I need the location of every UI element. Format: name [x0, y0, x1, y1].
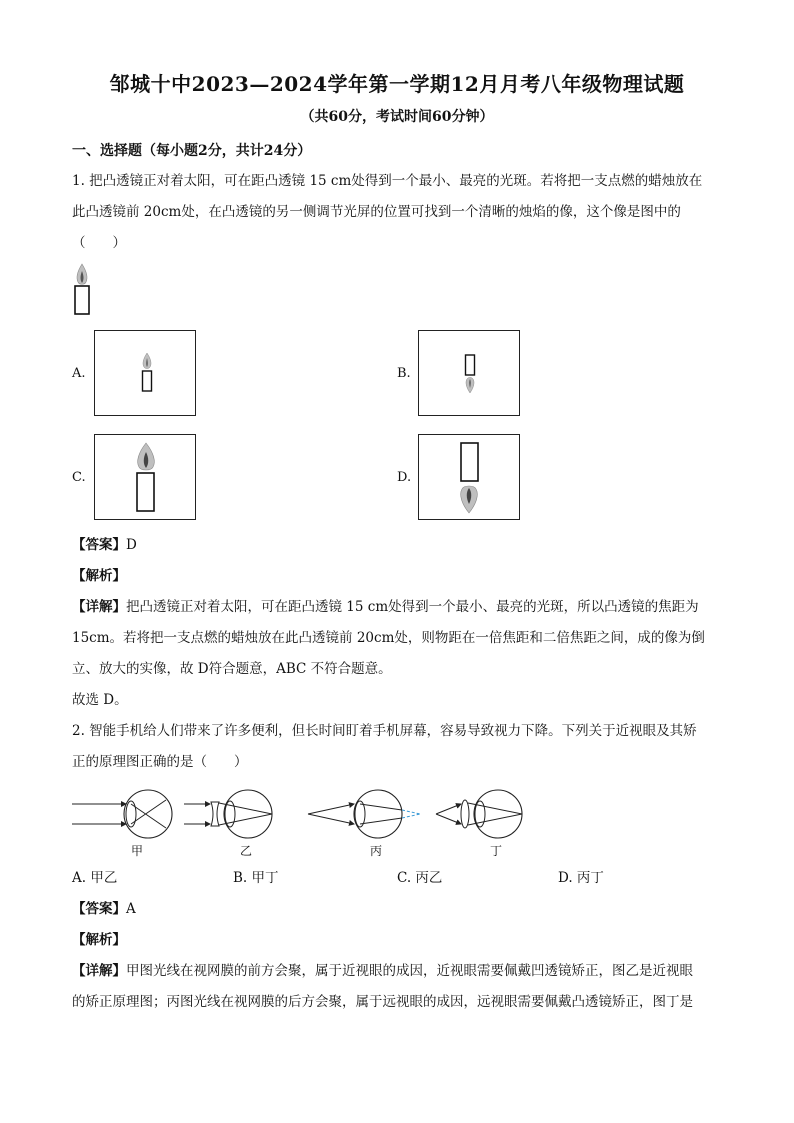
q1-option-b-label[interactable]: B.	[397, 366, 411, 381]
q1-detail-line-1	[72, 597, 699, 617]
eye-label-bing: 丙	[370, 844, 383, 858]
q1-text-line-2: 此凸透镜前 20cm处，在凸透镜的另一侧调节光屏的位置可找到一个清晰的烛焰的像，这个像是图中的	[72, 204, 681, 220]
candle-body	[75, 286, 89, 314]
q1-option-d-label[interactable]: D.	[397, 470, 412, 485]
q2-analysis-tag: 【解析】	[72, 932, 126, 948]
eye-label-yi: 乙	[240, 844, 253, 858]
eye-label-jia: 甲	[131, 844, 144, 858]
eye-diagram-ding	[436, 790, 522, 838]
detail-tag: 【详解】	[72, 599, 126, 615]
q1-option-c-label[interactable]: C.	[72, 470, 86, 485]
candle-small-upright-image	[95, 331, 195, 415]
section-title: 一、选择题（每小题2分，共计24分）	[72, 143, 312, 159]
exam-title: 邹城十中2023—2024学年第一学期12月月考八年级物理试题	[109, 72, 685, 96]
q1-answer	[72, 535, 137, 555]
q1-option-a-box[interactable]	[94, 330, 196, 416]
candle-object-figure	[70, 262, 94, 318]
answer-value: D	[126, 537, 137, 553]
eye-diagram-bing	[308, 790, 420, 838]
detail-tag: 【详解】	[72, 963, 126, 979]
candle-large-inverted-image	[419, 435, 519, 519]
q1-analysis-tag: 【解析】	[72, 568, 126, 584]
candle-small-inverted-image	[419, 331, 519, 415]
q2-option-b[interactable]: B. 甲丁	[233, 870, 279, 886]
answer-tag: 【答案】	[72, 901, 126, 917]
q1-option-b-box[interactable]	[418, 330, 520, 416]
q1-detail-line-3: 立、放大的实像，故 D符合题意，ABC 不符合题意。	[72, 661, 392, 677]
q1-detail-line-2: 15cm。若将把一支点燃的蜡烛放在此凸透镜前 20cm处，则物距在一倍焦距和二倍焦距之间，成的像为倒	[72, 630, 705, 646]
q1-option-c-box[interactable]	[94, 434, 196, 520]
eye-diagram-yi	[184, 790, 272, 838]
answer-value: A	[126, 901, 136, 917]
q1-text-line-3: （ ）	[72, 235, 126, 251]
q2-text-line-2: 正的原理图正确的是（ ）	[72, 754, 248, 770]
q1-option-a-label[interactable]: A.	[72, 366, 86, 381]
answer-tag: 【答案】	[72, 537, 126, 553]
q2-detail-line-2: 的矫正原理图；丙图光线在视网膜的后方会聚，属于远视眼的成因，远视眼需要佩戴凸透镜矫正，图丁是	[72, 994, 693, 1010]
q1-text-line-1: 1. 把凸透镜正对着太阳，可在距凸透镜 15 cm处得到一个最小、最亮的光斑。若将把一支点燃的蜡烛放在	[72, 173, 703, 189]
candle-large-upright-image	[95, 435, 195, 519]
q2-option-d[interactable]: D. 丙丁	[558, 870, 604, 886]
eye-diagram-jia	[72, 790, 172, 838]
exam-subtitle: （共60分，考试时间60分钟）	[300, 109, 494, 125]
eye-label-ding: 丁	[490, 844, 503, 858]
q2-detail-line-1	[72, 961, 693, 981]
detail-text: 甲图光线在视网膜的前方会聚，属于近视眼的成因，近视眼需要佩戴凹透镜矫正，图乙是近视眼	[126, 963, 693, 979]
q1-conclusion: 故选 D。	[72, 692, 128, 708]
q2-option-c[interactable]: C. 丙乙	[397, 870, 443, 886]
q1-option-d-box[interactable]	[418, 434, 520, 520]
detail-text: 把凸透镜正对着太阳，可在距凸透镜 15 cm处得到一个最小、最亮的光斑，所以凸透镜的焦距为	[126, 599, 699, 615]
q2-text-line-1: 2. 智能手机给人们带来了许多便利，但长时间盯着手机屏幕，容易导致视力下降。下列关于近视眼及其矫	[72, 723, 697, 739]
q2-answer	[72, 899, 136, 919]
q2-option-a[interactable]: A. 甲乙	[72, 870, 118, 886]
